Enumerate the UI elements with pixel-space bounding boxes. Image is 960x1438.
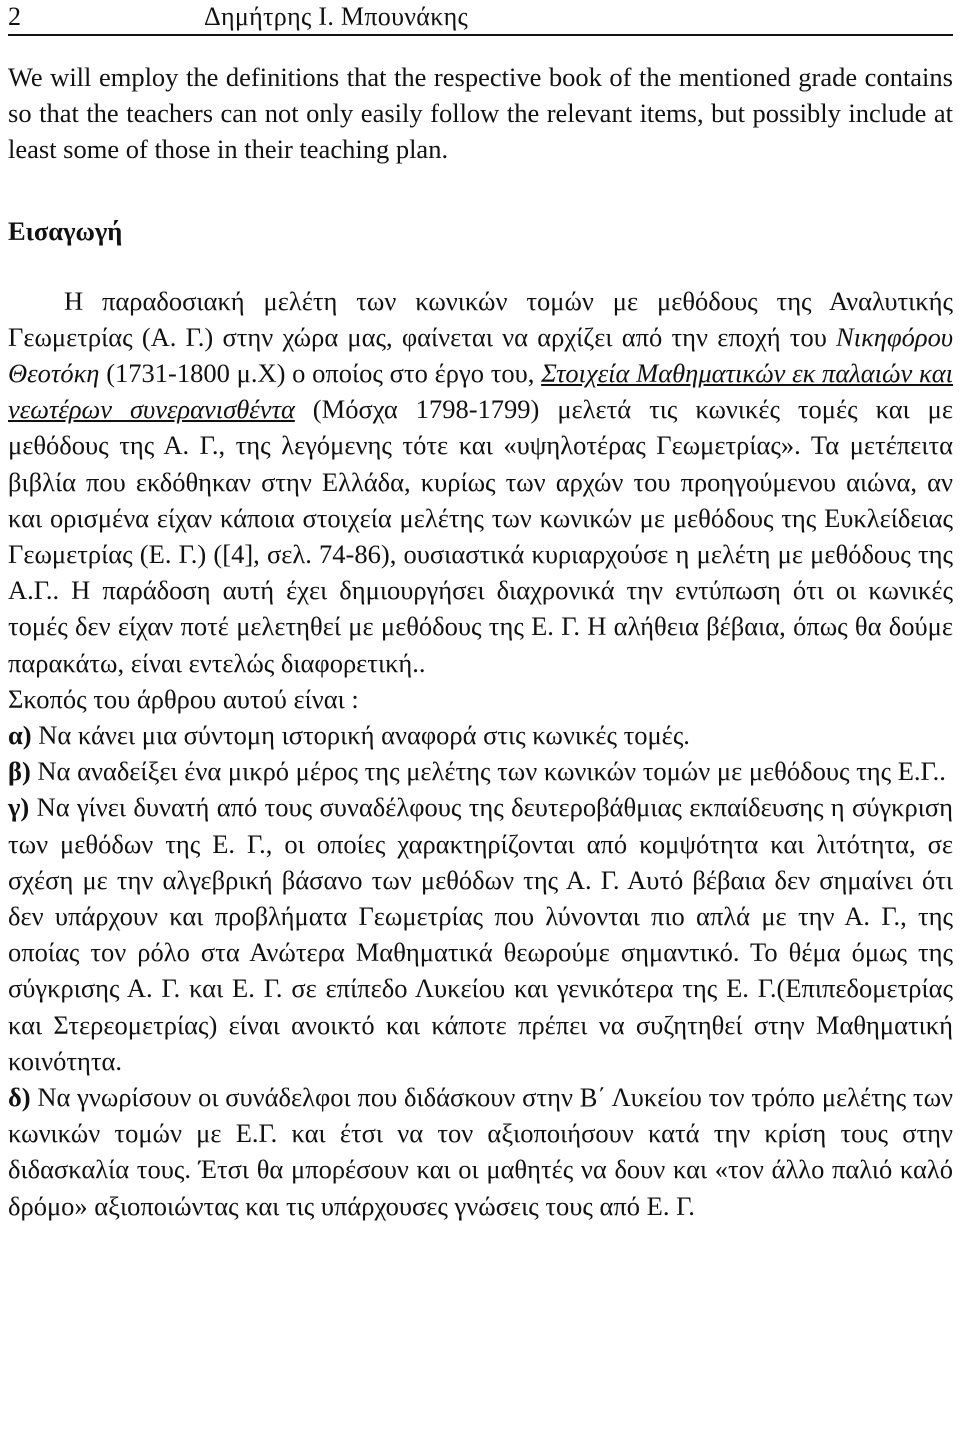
goal-text: Να γνωρίσουν οι συνάδελφοι που διδάσκουν στην Β΄ Λυκείου τον τρόπο μελέτης των κωνικών τομών με Ε.Γ. και έτσι να τον αξιοποιήσουν κατά την κρίση τους στην διδασκαλία τους. Έτσι θα μπορέσουν και οι μαθητές να δουν και «τον άλλο παλιό καλό δρόμο» αξιοποιώντας και τις υπάρχουσες γνώσεις τους από Ε. Γ. <box>8 1082 953 1221</box>
intro-text-c: (Μόσχα 1798-1799) μελετά τις κωνικές τομές και με μεθόδους της Α. Γ., της λεγόμενης τότε και «υψηλοτέρας Γεωμετρίας». Τα μετέπειτα βιβλία που εκδόθηκαν στην Ελλάδα, κυρίως των αρχών του προηγούμενου αιώνα, αν και ορισμένα είχαν κάποια στοιχεία μελέτης των κωνικών με μεθόδους της Ευκλείδειας Γεωμετρίας (Ε. Γ.) ([4], σελ. 74-86), ουσιαστικά κυριαρχούσε η μελέτη με μεθόδους της Α.Γ.. Η παράδοση αυτή έχει δημιουργήσει διαχρονικά την εντύπωση ότι οι κωνικές τομές δεν είχαν ποτέ μελετηθεί με μεθόδους της Ε. Γ. Η αλήθεια βέβαια, όπως θα δούμε παρακάτω, είναι εντελώς διαφορετική.. <box>8 394 953 678</box>
goal-item-b <box>8 753 953 789</box>
document-page <box>8 0 953 1224</box>
page-number: 2 <box>8 2 21 31</box>
goal-label: β) <box>8 756 31 787</box>
goal-label: γ) <box>8 792 30 823</box>
aim-statement: Σκοπός του άρθρου αυτού είναι : <box>8 683 359 714</box>
goal-label: α) <box>8 720 32 751</box>
goal-item-d <box>8 1079 953 1224</box>
running-head-author: Δημήτρης Ι. Μπουνάκης <box>204 2 469 31</box>
goal-text: Να γίνει δυνατή από τους συναδέλφους της δευτεροβάθμιας εκπαίδευσης η σύγκριση των μεθόδων της Ε. Γ., οι οποίες χαρακτηρίζονται από κομψότητα και λιτότητα, σε σχέση με την αλγεβρική βάσανο των μεθόδων της Α. Γ. Αυτό βέβαια δεν σημαίνει ότι δεν υπάρχουν και προβλήματα Γεωμετρίας που λύνονται πιο απλά με την Α. Γ., της οποίας τον ρόλο στα Ανώτερα Μαθηματικά θεωρούμε σημαντικό. Το θέμα όμως της σύγκρισης Α. Γ. και Ε. Γ. σε επίπεδο Λυκείου και γενικότερα της Ε. Γ.(Επιπεδομετρίας και Στερεομετρίας) είναι ανοικτό και κάποτε πρέπει να συζητηθεί στην Μαθηματική κοινότητα. <box>8 792 953 1076</box>
intro-text-a: Η παραδοσιακή μελέτη των κωνικών τομών με μεθόδους της Αναλυτικής Γεωμετρίας (Α. Γ.) στην χώρα μας, φαίνεται να αρχίζει από την εποχή του <box>8 285 953 352</box>
goal-item-c <box>8 789 953 1079</box>
intro-text-b: (1731-1800 μ.Χ) ο οποίος στο έργο του, <box>99 358 542 389</box>
goal-text: Να κάνει μια σύντομη ιστορική αναφορά στις κωνικές τομές. <box>31 720 690 751</box>
goal-label: δ) <box>8 1082 31 1113</box>
author-name-italic: Νικηφόρου Θεοτόκη <box>8 321 953 389</box>
page-header <box>8 0 953 36</box>
english-abstract: We will employ the definitions that the respective book of the mentioned grade contains so that the teachers can not only easily follow the relevant items, but possibly include at least some of those in their teaching plan. <box>8 62 953 165</box>
section-heading: Εισαγωγή <box>8 215 123 246</box>
goal-text: Να αναδείξει ένα μικρό μέρος της μελέτης των κωνικών τομών με μεθόδους της Ε.Γ.. <box>30 756 946 787</box>
book-title-italic: Στοιχεία Μαθηματικών εκ παλαιών και νεωτέρων συνερανισθέντα <box>8 358 953 425</box>
intro-paragraph <box>8 283 953 681</box>
goal-item-a <box>8 717 953 753</box>
